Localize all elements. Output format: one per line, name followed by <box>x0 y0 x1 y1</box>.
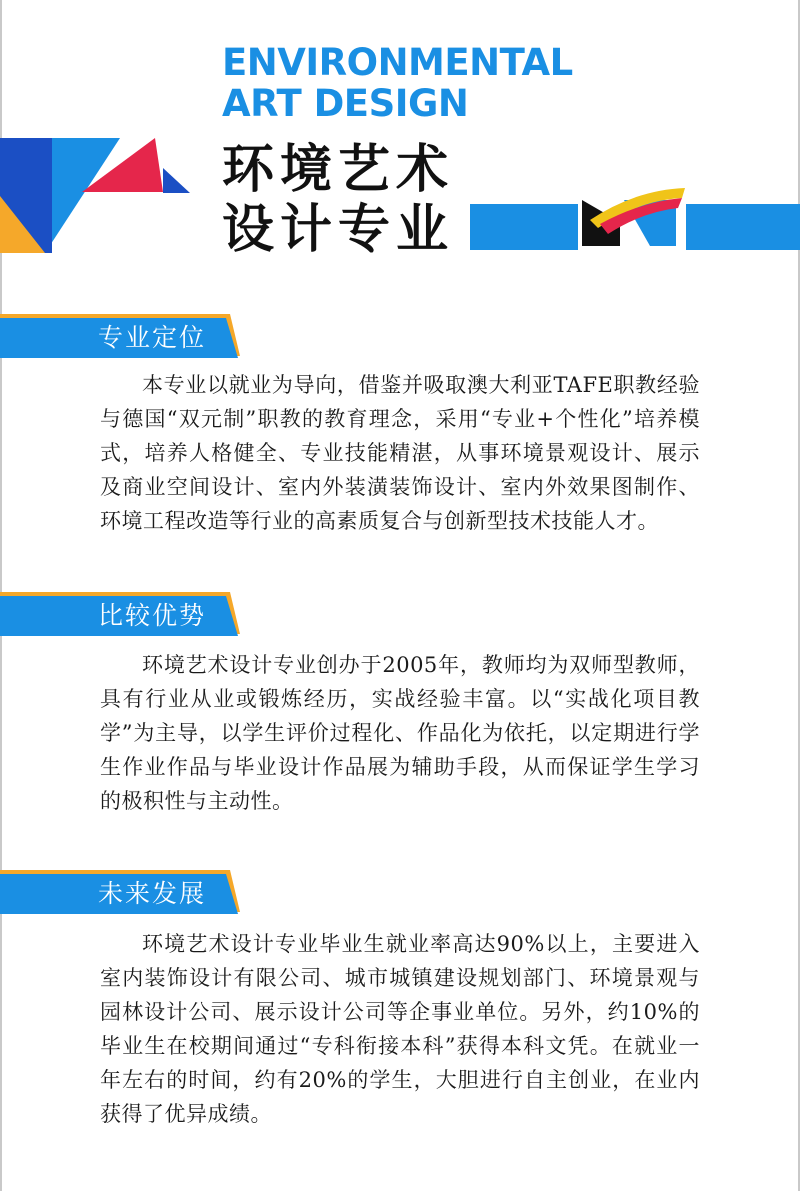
chinese-title-line-1: 环境艺术 <box>222 140 455 200</box>
english-title <box>222 42 573 124</box>
section-paragraph-advantages: 环境艺术设计专业创办于2005年，教师均为双师型教师，具有行业从业或锻炼经历，实战经验丰富。以“实战化项目教学”为主导，以学生评价过程化、作品化为依托，以定期进行学生作业作品与毕业设计作品展为辅助手段，从而保证学生学习的极积性与主动性。 <box>100 653 700 813</box>
section-heading-label: 未来发展 <box>98 879 207 908</box>
section-heading-future <box>0 870 245 914</box>
school-logo-banner <box>470 180 800 255</box>
section-heading-positioning <box>0 314 245 358</box>
section-paragraph-positioning: 本专业以就业为导向，借鉴并吸取澳大利亚TAFE职教经验与德国“双元制”职教的教育理念，采用“专业+个性化”培养模式，培养人格健全、专业技能精湛，从事环境景观设计、展示及商业空间设计、室内外装潢装饰设计、室内外效果图制作、环境工程改造等行业的高素质复合与创新型技术技能人才。 <box>100 373 700 533</box>
geometric-decoration-left <box>0 138 195 253</box>
section-paragraph-future: 环境艺术设计专业毕业生就业率高达90%以上，主要进入室内装饰设计有限公司、城市城镇建设规划部门、环境景观与园林设计公司、展示设计公司等企事业单位。另外，约10%的毕业生在校期间通过“专科衔接本科”获得本科文凭。在就业一年左右的时间，约有20%的学生，大胆进行自主创业，在业内获得了优异成绩。 <box>100 932 700 1126</box>
english-title-line-1: ENVIRONMENTAL <box>222 41 573 84</box>
chinese-title-line-2: 设计专业 <box>222 200 455 260</box>
english-title-line-2: ART DESIGN <box>222 82 469 125</box>
section-heading-label: 专业定位 <box>98 323 207 352</box>
section-heading-label: 比较优势 <box>98 601 207 630</box>
section-heading-advantages <box>0 592 245 636</box>
chinese-title <box>222 140 454 260</box>
